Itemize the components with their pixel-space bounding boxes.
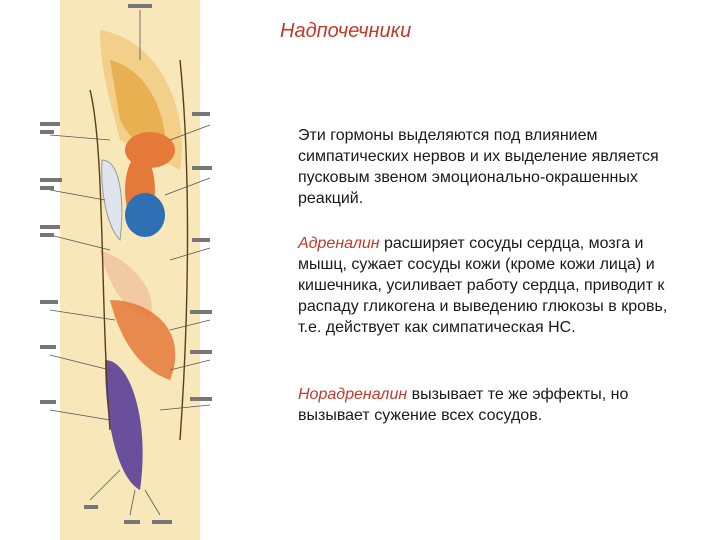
adrenaline-term: Адреналин bbox=[298, 235, 380, 252]
label-mark bbox=[40, 233, 54, 237]
label-mark bbox=[192, 112, 210, 116]
label-mark bbox=[84, 505, 98, 509]
anatomical-illustration-svg bbox=[40, 0, 220, 540]
label-mark bbox=[128, 4, 152, 8]
noradrenaline-paragraph bbox=[298, 384, 678, 426]
label-mark bbox=[40, 178, 62, 182]
intro-paragraph: Эти гормоны выделяются под влиянием симпатических нервов и их выделение является пусковым звеном эмоционально-окрашенных реакций. bbox=[298, 127, 659, 207]
label-mark bbox=[40, 130, 54, 134]
label-mark bbox=[40, 400, 56, 404]
noradrenaline-description: вызывает те же эффекты, но вызывает сужение всех сосудов. bbox=[298, 386, 629, 424]
label-mark bbox=[152, 520, 172, 524]
anatomical-illustration bbox=[40, 0, 220, 540]
label-mark bbox=[190, 397, 212, 401]
label-mark bbox=[40, 225, 60, 229]
adrenaline-paragraph bbox=[298, 233, 678, 338]
label-mark bbox=[40, 122, 60, 126]
slide-title: Надпочечники bbox=[280, 20, 412, 42]
adrenaline-description: расширяет сосуды сердца, мозга и мышц, сужает сосуды кожи (кроме кожи лица) и кишечника, усиливает работу сердца, приводит к распаду гликогена и выведению глюкозы в кровь, т.е. действует как симпатическая НС. bbox=[298, 235, 668, 336]
label-mark bbox=[124, 520, 140, 524]
label-mark bbox=[190, 310, 212, 314]
noradrenaline-term: Норадреналин bbox=[298, 386, 408, 403]
blue-organ bbox=[125, 193, 165, 237]
label-mark bbox=[40, 345, 56, 349]
label-mark bbox=[40, 300, 58, 304]
label-mark bbox=[192, 166, 212, 170]
label-mark bbox=[40, 186, 54, 190]
label-mark bbox=[190, 350, 212, 354]
label-mark bbox=[192, 238, 210, 242]
